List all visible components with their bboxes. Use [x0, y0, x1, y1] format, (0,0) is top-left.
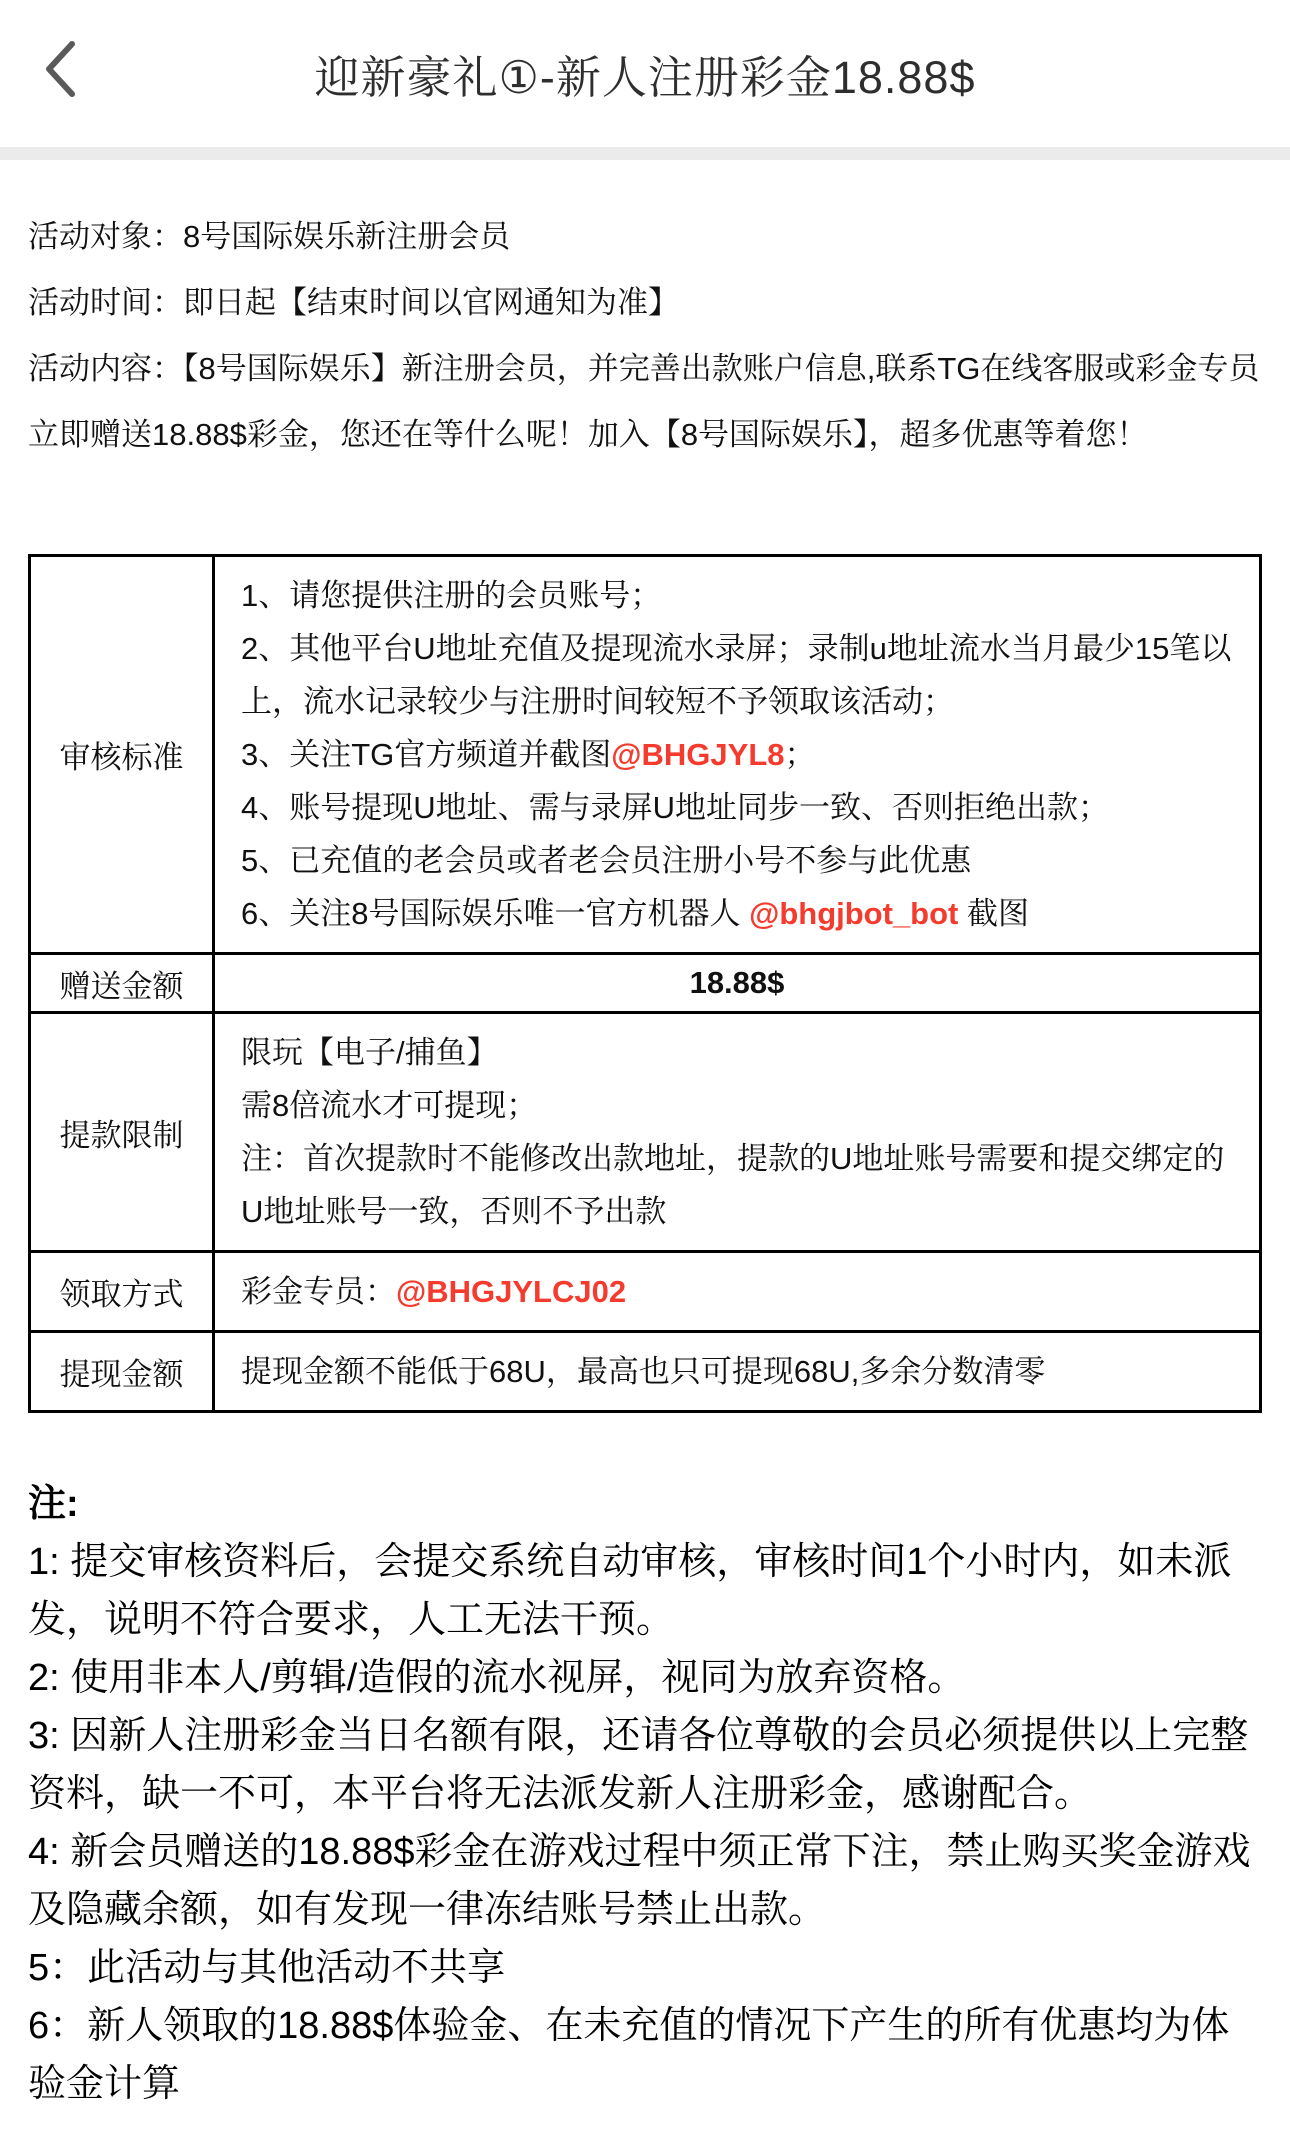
audit-item-6 — [241, 887, 1233, 940]
audit-content — [214, 556, 1261, 954]
claim-content — [214, 1252, 1261, 1332]
note-2: 2: 使用非本人/剪辑/造假的流水视屏，视同为放弃资格。 — [28, 1657, 966, 1699]
cashout-content: 提现金额不能低于68U，最高也只可提现68U,多余分数清零 — [214, 1332, 1261, 1412]
notes-heading: 注: — [28, 1483, 79, 1525]
notes-section — [28, 1475, 1262, 2137]
limit-line-1: 限玩【电子/捕鱼】 — [241, 1035, 498, 1070]
audit-item-5: 5、已充值的老会员或者老会员注册小号不参与此优惠 — [241, 843, 972, 878]
audit-item-3 — [241, 728, 1233, 781]
audit-item-4: 4、账号提现U地址、需与录屏U地址同步一致、否则拒绝出款； — [241, 790, 1110, 825]
note-5: 5：此活动与其他活动不共享 — [28, 1947, 506, 1989]
table-row-cashout — [30, 1332, 1261, 1412]
header-divider — [0, 147, 1290, 160]
table-row-claim — [30, 1252, 1261, 1332]
withdraw-limit-content — [214, 1013, 1261, 1252]
table-row-withdraw-limit — [30, 1013, 1261, 1252]
note-1: 1: 提交审核资料后，会提交系统自动审核，审核时间1个小时内，如未派发，说明不符合要求，人工无法干预。 — [28, 1541, 1232, 1641]
audit-item-1: 1、请您提供注册的会员账号； — [241, 578, 662, 613]
audit-label: 审核标准 — [30, 556, 214, 954]
audit-item-6-tail: 截图 — [958, 896, 1029, 931]
claim-label: 领取方式 — [30, 1252, 214, 1332]
tg-bot-handle: @bhgjbot_bot — [749, 896, 959, 931]
tg-channel-handle: @BHGJYL8 — [611, 737, 785, 772]
audit-item-2: 2、其他平台U地址充值及提现流水录屏；录制u地址流水当月最少15笔以上，流水记录较少与注册时间较短不予领取该活动； — [241, 631, 1232, 719]
note-6: 6：新人领取的18.88$体验金、在未充值的情况下产生的所有优惠均为体验金计算 — [28, 2005, 1230, 2105]
note-4: 4: 新会员赠送的18.88$彩金在游戏过程中须正常下注，禁止购买奖金游戏及隐藏余额，如有发现一律冻结账号禁止出款。 — [28, 1831, 1251, 1931]
activity-time: 活动时间：即日起【结束时间以官网通知为准】 — [28, 285, 679, 320]
activity-intro — [28, 204, 1262, 468]
cashout-label: 提现金额 — [30, 1332, 214, 1412]
audit-item-3-tail: ； — [784, 737, 816, 772]
withdraw-limit-label: 提款限制 — [30, 1013, 214, 1252]
limit-line-2: 需8倍流水才可提现； — [241, 1088, 538, 1123]
header-bar — [0, 0, 1290, 147]
table-row-bonus — [30, 954, 1261, 1013]
rules-table — [28, 554, 1262, 1413]
page-title: 迎新豪礼①-新人注册彩金18.88$ — [314, 52, 976, 103]
audit-item-6-text: 6、关注8号国际娱乐唯一官方机器人 — [241, 896, 750, 931]
table-row-audit — [30, 556, 1261, 954]
claim-text: 彩金专员： — [241, 1274, 396, 1309]
chevron-left-icon — [41, 38, 79, 103]
note-3: 3: 因新人注册彩金当日名额有限，还请各位尊敬的会员必须提供以上完整资料，缺一不可，本平台将无法派发新人注册彩金，感谢配合。 — [28, 1715, 1249, 1815]
tg-agent-handle: @BHGJYLCJ02 — [396, 1274, 627, 1309]
limit-line-3: 注：首次提款时不能修改出款地址，提款的U地址账号需要和提交绑定的U地址账号一致，否则不予出款 — [241, 1141, 1225, 1229]
audit-item-3-text: 3、关注TG官方频道并截图 — [241, 737, 612, 772]
activity-audience: 活动对象：8号国际娱乐新注册会员 — [28, 219, 511, 254]
back-button[interactable] — [30, 32, 90, 108]
activity-description: 活动内容：【8号国际娱乐】新注册会员，并完善出款账户信息,联系TG在线客服或彩金专员立即赠送18.88$彩金，您还在等什么呢！加入【8号国际娱乐】，超多优惠等着您！ — [28, 351, 1260, 452]
promo-content — [0, 204, 1290, 2137]
bonus-label: 赠送金额 — [30, 954, 214, 1013]
bonus-amount: 18.88$ — [214, 954, 1261, 1013]
